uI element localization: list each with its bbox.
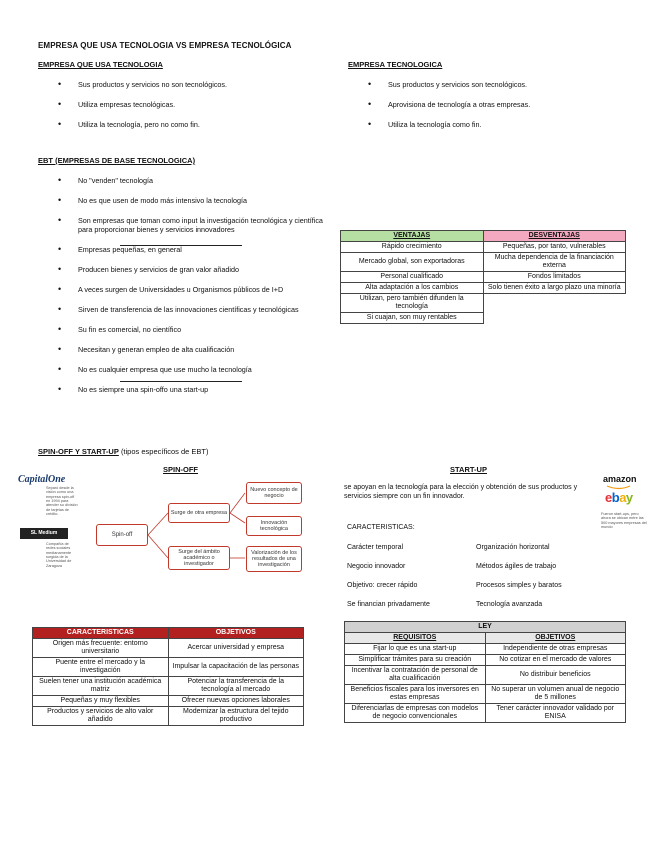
feature-item: Métodos ágiles de trabajo: [476, 563, 557, 570]
list-item: • Sirven de transferencia de las innovaciones científicas y tecnológicas: [38, 305, 338, 314]
right-heading: EMPRESA TECNOLOGICA: [348, 60, 443, 69]
table-cell: Productos y servicios de alto valor añadido: [33, 707, 169, 726]
amazon-logo: amazon: [603, 474, 637, 484]
table-cell: No cotizar en el mercado de valores: [485, 655, 626, 666]
table-row: [33, 639, 304, 658]
list-item: • Sus productos y servicios son tecnológicos.: [348, 80, 638, 89]
table-row: [33, 677, 304, 696]
ventajas-table: [340, 230, 626, 324]
table-cell: Incentivar la contratación de personal de alta cualificación: [345, 666, 486, 685]
spin-heading: SPIN-OFF Y START-UP: [38, 447, 119, 456]
table-header: OBJETIVOS: [168, 628, 304, 639]
startup-text: se apoyan en la tecnología para la elección y obtención de sus productos y servicios siempre con un fin innovador.: [344, 484, 578, 500]
table-row: [341, 313, 626, 324]
capitalone-logo: CapitalOne: [18, 474, 66, 485]
diagram-r2: Innovación tecnológica: [246, 516, 302, 536]
caracteristicas-label: CARACTERISTICAS:: [347, 524, 415, 531]
feature-item: Carácter temporal: [347, 544, 404, 551]
spinoff-title: SPIN-OFF: [163, 465, 198, 474]
diagram-center: Spin-off: [96, 524, 148, 546]
table-row: [345, 704, 626, 723]
spin-subtitle: (tipos específicos de EBT): [120, 447, 209, 456]
table-row: [341, 272, 626, 283]
feature-item: Objetivo: crecer rápido: [347, 582, 418, 589]
table-cell: Diferenciarlas de empresas con modelos de negocio convencionales: [345, 704, 486, 723]
table-row: [341, 253, 626, 272]
startup-title: START-UP: [450, 465, 487, 474]
main-title: EMPRESA QUE USA TECNOLOGIA VS EMPRESA TECNOLÓGICA: [38, 41, 292, 50]
ebay-note: Fueron start-ups, pero ahora se ubican entre las 500 mayores empresas del mundo: [601, 512, 647, 530]
table-cell: Origen más frecuente: entorno universitario: [33, 639, 169, 658]
list-item: • A veces surgen de Universidades u Organismos públicos de I+D: [38, 285, 338, 294]
table-cell: Solo tienen éxito a largo plazo una minoría: [483, 283, 626, 294]
table-title: LEY: [345, 622, 626, 633]
table-cell-empty: [483, 294, 626, 313]
left-bullets: [38, 80, 328, 140]
table-cell: Personal cualificado: [341, 272, 484, 283]
table-cell: Fijar lo que es una start-up: [345, 644, 486, 655]
table-cell: Mucha dependencia de la financiación externa: [483, 253, 626, 272]
table-cell: Acercar universidad y empresa: [168, 639, 304, 658]
diagram-mid-top: Surge de otra empresa: [168, 503, 230, 523]
table-row: [345, 655, 626, 666]
table-cell: Simplificar trámites para su creación: [345, 655, 486, 666]
list-item: • No "venden" tecnología: [38, 176, 338, 185]
table-row: [345, 685, 626, 704]
diagram-r3: Valorización de los resultados de una investigación: [246, 546, 302, 572]
feature-item: Procesos simples y baratos: [476, 582, 562, 589]
table-cell: Impulsar la capacitación de las personas: [168, 658, 304, 677]
divider: [120, 381, 242, 382]
table-row: [33, 707, 304, 726]
list-item: • No es cualquier empresa que use mucho la tecnología: [38, 365, 338, 374]
list-item: • Sus productos y servicios no son tecnológicos.: [38, 80, 328, 89]
table-row: [341, 294, 626, 313]
list-item: • Aprovisiona de tecnología a otras empresas.: [348, 100, 638, 109]
right-bullets: [348, 80, 638, 140]
table-header: REQUISITOS: [345, 633, 486, 644]
table-row: [345, 666, 626, 685]
caracteristicas-table: [32, 627, 304, 726]
list-item: • Utiliza la tecnología, pero no como fin.: [38, 120, 328, 129]
table-cell: Utilizan, pero también difunden la tecnología: [341, 294, 484, 313]
table-cell: Independiente de otras empresas: [485, 644, 626, 655]
list-item: • Su fin es comercial, no científico: [38, 325, 338, 334]
table-cell: Pequeñas y muy flexibles: [33, 696, 169, 707]
table-cell: No superar un volumen anual de negocio de 5 millones: [485, 685, 626, 704]
list-item: • Utiliza la tecnología como fin.: [348, 120, 638, 129]
table-header: OBJETIVOS: [485, 633, 626, 644]
table-row: [341, 242, 626, 253]
table-cell: Potenciar la transferencia de la tecnología al mercado: [168, 677, 304, 696]
divider: [120, 245, 242, 246]
list-item: • Producen bienes y servicios de gran valor añadido: [38, 265, 338, 274]
table-cell: Si cuajan, son muy rentables: [341, 313, 484, 324]
table-cell: Fondos limitados: [483, 272, 626, 283]
ebt-heading: EBT (EMPRESAS DE BASE TECNOLOGICA): [38, 156, 196, 165]
table-cell: Puente entre el mercado y la investigación: [33, 658, 169, 677]
table-cell: Beneficios fiscales para los inversores en estas empresas: [345, 685, 486, 704]
feature-item: Negocio innovador: [347, 563, 406, 570]
table-header: CARACTERISTICAS: [33, 628, 169, 639]
capitalone-note: Separó desde la visión como una empresa spin-off en 1994 para atender su división de tarjetas de crédito.: [46, 486, 78, 517]
ebay-logo: ebay: [605, 490, 633, 505]
table-header: VENTAJAS: [341, 231, 484, 242]
feature-item: Tecnología avanzada: [476, 601, 543, 608]
diagram-r1: Nuevo concepto de negocio: [246, 482, 302, 504]
spin-heading-line: [38, 447, 208, 456]
table-cell: Suelen tener una institución académica matriz: [33, 677, 169, 696]
diagram-mid-bottom: Surge del ámbito académico o investigador: [168, 546, 230, 570]
list-item: • Utiliza empresas tecnológicas.: [38, 100, 328, 109]
slmedium-logo: SL Medium: [20, 528, 68, 539]
ebt-bullets: [38, 176, 338, 405]
table-row: [33, 658, 304, 677]
table-row: [33, 696, 304, 707]
table-cell: Modernizar la estructura del tejido productivo: [168, 707, 304, 726]
table-cell: Ofrecer nuevas opciones laborales: [168, 696, 304, 707]
list-item: • Empresas pequeñas, en general: [38, 245, 338, 254]
table-row: [345, 644, 626, 655]
slmedium-note: Compañía de redes sociales medianamente surgida de la Universidad de Zaragoza: [46, 542, 72, 568]
list-item: • Necesitan y generan empleo de alta cualificación: [38, 345, 338, 354]
table-cell: Mercado global, son exportadoras: [341, 253, 484, 272]
list-item: • Son empresas que toman como input la investigación tecnológica y científica para proporcionar bienes y servicios innovadores: [38, 216, 338, 234]
table-row: [341, 283, 626, 294]
table-cell: Alta adaptación a los cambios: [341, 283, 484, 294]
table-cell: Tener carácter innovador validado por ENISA: [485, 704, 626, 723]
ley-table: [344, 621, 626, 723]
table-cell: Pequeñas, por tanto, vulnerables: [483, 242, 626, 253]
list-item: • No es siempre una spin-offo una start-up: [38, 385, 338, 394]
feature-item: Se financian privadamente: [347, 601, 430, 608]
left-heading: EMPRESA QUE USA TECNOLOGIA: [38, 60, 163, 69]
table-cell-empty: [483, 313, 626, 324]
table-cell: No distribuir beneficios: [485, 666, 626, 685]
table-header: DESVENTAJAS: [483, 231, 626, 242]
feature-item: Organización horizontal: [476, 544, 550, 551]
table-cell: Rápido crecimiento: [341, 242, 484, 253]
list-item: • No es que usen de modo más intensivo la tecnología: [38, 196, 338, 205]
